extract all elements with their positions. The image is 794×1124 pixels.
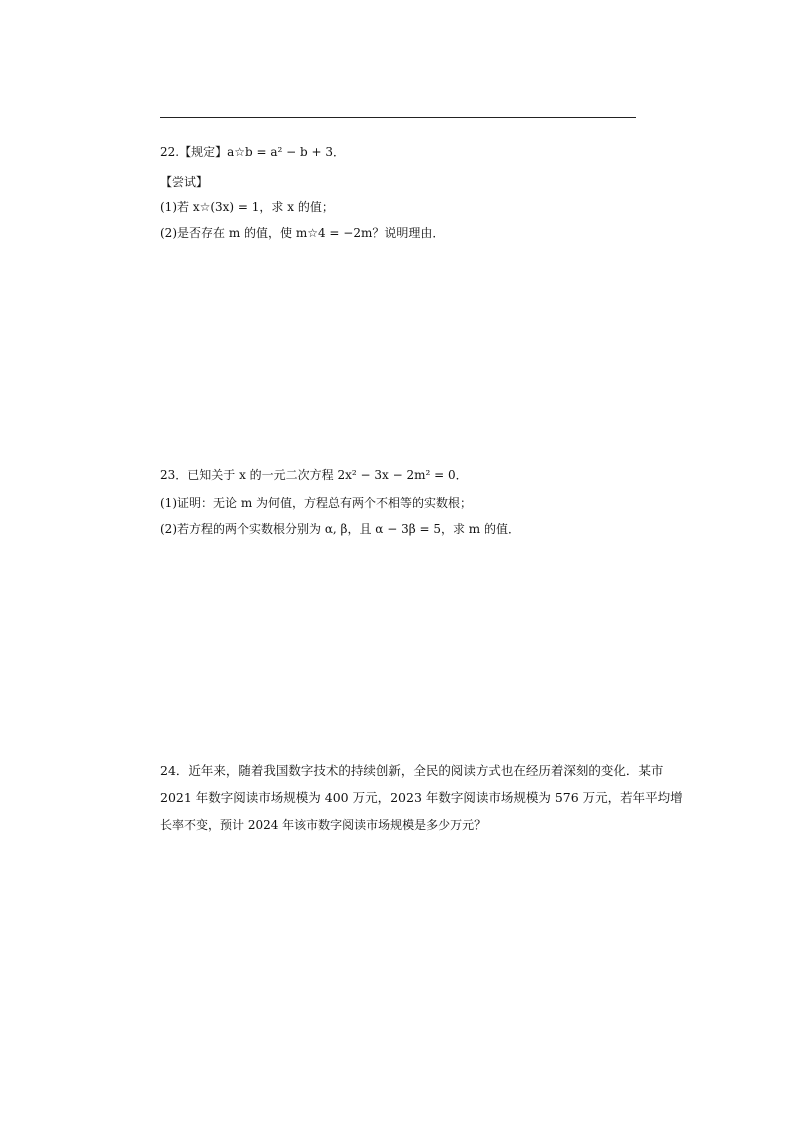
header-rule <box>160 117 636 118</box>
problem-22-definition: 22.【规定】a☆b = a² − b + 3． <box>160 145 346 159</box>
problem-22-part-2: (2)是否存在 m 的值，使 m☆4 = −2m？说明理由． <box>160 226 445 240</box>
problem-24-line-1: 24．近年来，随着我国数字技术的持续创新，全民的阅读方式也在经历着深刻的变化．某市 <box>160 763 664 778</box>
problem-22-part-1: (1)若 x☆(3x) = 1，求 x 的值； <box>160 200 334 214</box>
problem-23-part-2: (2)若方程的两个实数根分别为 α, β，且 α − 3β = 5，求 m 的值． <box>160 522 520 536</box>
problem-22-try-heading: 【尝试】 <box>160 175 209 189</box>
problem-24-line-2: 2021 年数字阅读市场规模为 400 万元，2023 年数字阅读市场规模为 576 万元，若年平均增 <box>160 790 683 805</box>
problem-23-stem: 23．已知关于 x 的一元二次方程 2x² − 3x − 2m² = 0． <box>160 468 468 482</box>
problem-24-line-3: 长率不变，预计 2024 年该市数字阅读市场规模是多少万元？ <box>160 818 487 832</box>
problem-23-part-1: (1)证明：无论 m 为何值，方程总有两个不相等的实数根； <box>160 496 473 510</box>
